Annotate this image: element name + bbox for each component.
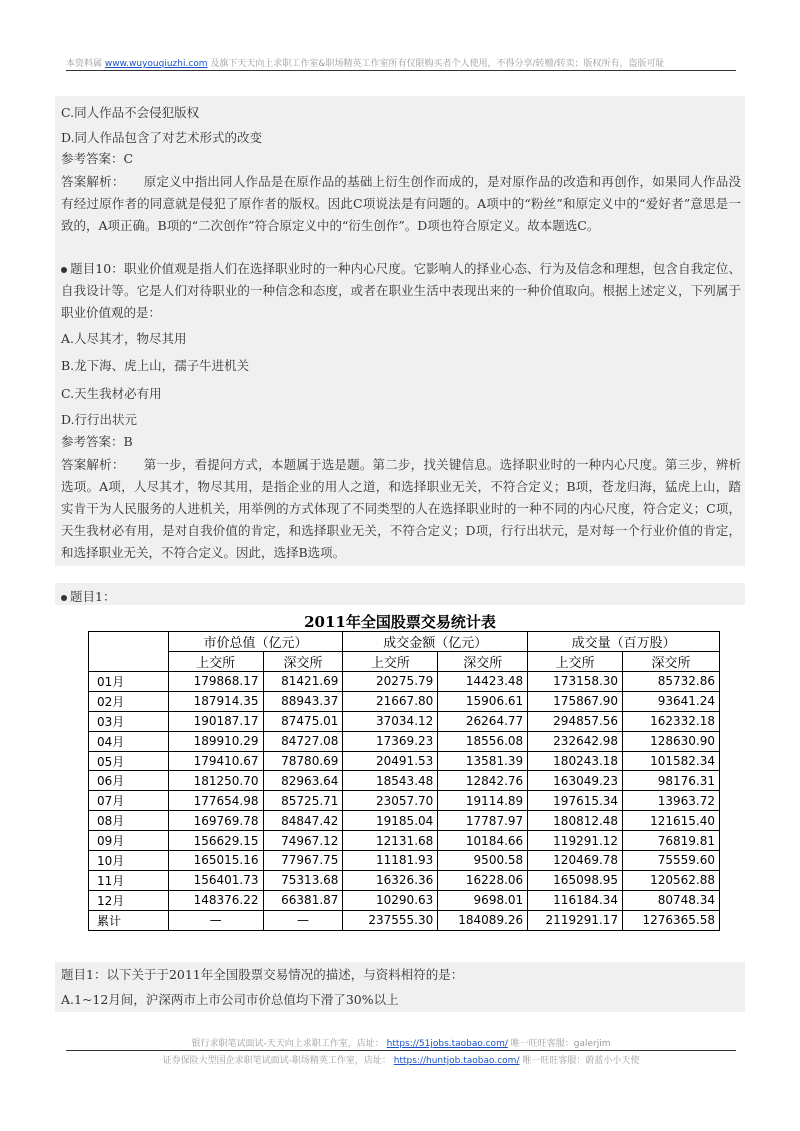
table-cell: 165098.95 (528, 870, 623, 890)
table-cell: 121615.40 (623, 811, 720, 831)
table-cell: 98176.31 (623, 771, 720, 791)
footer2-prefix: 证券保险大型国企求职笔试面试-职场精英工作室，店址： (162, 1056, 391, 1066)
q9-explanation: 答案解析： 原定义中指出同人作品是在原作品的基础上衍生创作而成的，是对原作品的改造和再创作，如果同人作品没有经过原作者的同意就是侵犯了原作者的版权。因此C项说法是有问题的。A项中的“粉丝”和原定义中的“爱好者”意思是一致的，A项正确。B项的“二次创作”符合原定义中的“衍生创作”。D项也符合原定义。故本题选C。 (61, 174, 741, 233)
row-label-cell: 05月 (89, 751, 169, 771)
table-cell: 18556.08 (438, 731, 528, 751)
table-cell: 84727.08 (263, 731, 343, 751)
table-cell: 190187.17 (168, 711, 263, 731)
table-cell: 21667.80 (343, 691, 438, 711)
table-cell: 9500.58 (438, 851, 528, 871)
header-link[interactable]: www.wuyouqiuzhi.com (104, 59, 208, 69)
table-cell: 9698.01 (438, 890, 528, 910)
table-cell: 162332.18 (623, 711, 720, 731)
table-cell: 84847.42 (263, 811, 343, 831)
row-label-cell: 12月 (89, 890, 169, 910)
table-cell: 116184.34 (528, 890, 623, 910)
table-cell: 10184.66 (438, 831, 528, 851)
bullet-icon (61, 267, 67, 273)
table-cell: 20275.79 (343, 672, 438, 692)
table-sub-header-row (89, 652, 720, 672)
table-cell: 75313.68 (263, 870, 343, 890)
q10-option-c: C.天生我材必有用 (61, 386, 162, 401)
table-cell: 20491.53 (343, 751, 438, 771)
table-cell: 80748.34 (623, 890, 720, 910)
table-total-row (89, 910, 720, 930)
table-cell: 148376.22 (168, 890, 263, 910)
sub-header: 上交所 (168, 652, 263, 672)
question-1-block (55, 962, 745, 1012)
table-cell: 101582.34 (623, 751, 720, 771)
q1-option-a: A.1~12月间，沪深两市上市公司市价总值均下滑了30%以上 (61, 992, 399, 1007)
table-cell: 17787.97 (438, 811, 528, 831)
table-row (89, 751, 720, 771)
table-cell: 156629.15 (168, 831, 263, 851)
table-cell: 13963.72 (623, 791, 720, 811)
row-label-cell: 10月 (89, 851, 169, 871)
table-cell: 81421.69 (263, 672, 343, 692)
row-label-cell: 01月 (89, 672, 169, 692)
table-cell: 197615.34 (528, 791, 623, 811)
table-cell: 180812.48 (528, 811, 623, 831)
footer1-link[interactable]: https://51jobs.taobao.com/ (386, 1039, 508, 1049)
table-cell: 93641.24 (623, 691, 720, 711)
corner-cell (89, 632, 169, 672)
stock-table (88, 631, 720, 931)
table-row (89, 691, 720, 711)
table-cell: 1276365.58 (623, 910, 720, 930)
row-label-cell: 11月 (89, 870, 169, 890)
table-row (89, 890, 720, 910)
footer-line-1 (66, 1036, 736, 1049)
table-row (89, 851, 720, 871)
sub-header: 深交所 (623, 652, 720, 672)
table-row (89, 771, 720, 791)
table-cell: 19114.89 (438, 791, 528, 811)
row-label-cell: 06月 (89, 771, 169, 791)
sub-header: 深交所 (263, 652, 343, 672)
table-cell: 173158.30 (528, 672, 623, 692)
table-cell: 294857.56 (528, 711, 623, 731)
table-row (89, 731, 720, 751)
table-cell: 75559.60 (623, 851, 720, 871)
section-label-text: 题目1： (70, 589, 116, 604)
table-cell: 179868.17 (168, 672, 263, 692)
sub-header: 深交所 (438, 652, 528, 672)
table-cell: — (263, 910, 343, 930)
table-cell: 12842.76 (438, 771, 528, 791)
group-header: 成交金额（亿元） (343, 632, 528, 652)
table-cell: 163049.23 (528, 771, 623, 791)
q10-stem-text: 题目10：职业价值观是指人们在选择职业时的一种内心尺度。它影响人的择业心态、行为及信念和理想，包含自我定位、自我设计等。它是人们对待职业的一种信念和态度，或者在职业生活中表现出来的一种价值取向。根据上述定义，下列属于职业价值观的是： (61, 261, 741, 320)
q10-answer: 参考答案：B (61, 434, 133, 449)
table-cell: 120469.78 (528, 851, 623, 871)
footer2-link[interactable]: https://huntjob.taobao.com/ (393, 1056, 520, 1066)
footer-divider (66, 1050, 736, 1051)
table-cell: 19185.04 (343, 811, 438, 831)
table-cell: 2119291.17 (528, 910, 623, 930)
footer1-suffix: 唯一旺旺客服：galerjim (510, 1039, 611, 1049)
table-row (89, 870, 720, 890)
table-cell: 13581.39 (438, 751, 528, 771)
table-cell: 37034.12 (343, 711, 438, 731)
q10-stem (61, 258, 741, 324)
row-label-cell: 07月 (89, 791, 169, 811)
table-cell: 77967.75 (263, 851, 343, 871)
table-row (89, 791, 720, 811)
row-label-cell: 09月 (89, 831, 169, 851)
table-cell: 87475.01 (263, 711, 343, 731)
table-row (89, 831, 720, 851)
stock-table-figure (55, 605, 745, 960)
table-cell: 179410.67 (168, 751, 263, 771)
table-cell: 169769.78 (168, 811, 263, 831)
q10-option-d: D.行行出状元 (61, 412, 138, 427)
row-label-cell: 累计 (89, 910, 169, 930)
q9-option-c: C.同人作品不会侵犯版权 (61, 105, 200, 120)
table-cell: 11181.93 (343, 851, 438, 871)
table-cell: 82963.64 (263, 771, 343, 791)
table-cell: 16326.36 (343, 870, 438, 890)
sub-header: 上交所 (528, 652, 623, 672)
table-cell: 17369.23 (343, 731, 438, 751)
table-cell: — (168, 910, 263, 930)
table-cell: 88943.37 (263, 691, 343, 711)
table-cell: 237555.30 (343, 910, 438, 930)
question-block (55, 96, 745, 566)
footer1-prefix: 银行求职笔试面试-天天向上求职工作室，店址： (191, 1039, 384, 1049)
table-cell: 181250.70 (168, 771, 263, 791)
row-label-cell: 08月 (89, 811, 169, 831)
group-header: 成交量（百万股） (528, 632, 720, 652)
table-cell: 14423.48 (438, 672, 528, 692)
table-cell: 180243.18 (528, 751, 623, 771)
table-cell: 156401.73 (168, 870, 263, 890)
header-divider (66, 70, 736, 71)
sub-header: 上交所 (343, 652, 438, 672)
table-cell: 26264.77 (438, 711, 528, 731)
table-cell: 177654.98 (168, 791, 263, 811)
group-header: 市价总值（亿元） (168, 632, 343, 652)
table-cell: 74967.12 (263, 831, 343, 851)
table-cell: 15906.61 (438, 691, 528, 711)
q9-answer: 参考答案：C (61, 151, 134, 166)
row-label-cell: 02月 (89, 691, 169, 711)
table-cell: 187914.35 (168, 691, 263, 711)
table-cell: 184089.26 (438, 910, 528, 930)
q9-option-d: D.同人作品包含了对艺术形式的改变 (61, 130, 263, 145)
table-row (89, 711, 720, 731)
row-label-cell: 03月 (89, 711, 169, 731)
header-suffix: 及旗下天天向上求职工作室&职场精英工作室所有仅限购买者个人使用，不得分享/转赠/转卖；版权所有，盗版可耻 (210, 59, 665, 69)
q10-option-b: B.龙下海、虎上山，孺子牛进机关 (61, 358, 250, 373)
table-cell: 165015.16 (168, 851, 263, 871)
header-prefix: 本资料属 (66, 59, 103, 69)
table-cell: 189910.29 (168, 731, 263, 751)
table-cell: 12131.68 (343, 831, 438, 851)
q10-explanation: 答案解析： 第一步，看提问方式，本题属于选是题。第二步，找关键信息。选择职业时的一种内心尺度。第三步，辨析选项。A项，人尽其才，物尽其用，是指企业的用人之道，和选择职业无关，不符合定义；B项，苍龙归海，猛虎上山，踏实肯干为人民服务的人进机关，用举例的方式体现了不同类型的人在选择职业时的一种不同的内心尺度，符合定义；C项，天生我材必有用，是对自我价值的肯定，和选择职业无关，不符合定义；D项，行行出状元，是对每一个行业价值的肯定，和选择职业无关，不符合定义。因此，选择B选项。 (61, 457, 741, 560)
table-row (89, 672, 720, 692)
table-cell: 175867.90 (528, 691, 623, 711)
table-cell: 18543.48 (343, 771, 438, 791)
table-cell: 128630.90 (623, 731, 720, 751)
table-cell: 66381.87 (263, 890, 343, 910)
row-label-cell: 04月 (89, 731, 169, 751)
table-cell: 85725.71 (263, 791, 343, 811)
table-cell: 23057.70 (343, 791, 438, 811)
table-cell: 16228.06 (438, 870, 528, 890)
table-cell: 120562.88 (623, 870, 720, 890)
table-cell: 85732.86 (623, 672, 720, 692)
footer-line-2 (66, 1053, 736, 1066)
table-body (89, 672, 720, 931)
q10-option-a: A.人尽其才，物尽其用 (61, 331, 187, 346)
table-cell: 76819.81 (623, 831, 720, 851)
table-cell: 78780.69 (263, 751, 343, 771)
table-group-header-row (89, 632, 720, 652)
table-row (89, 811, 720, 831)
footer2-suffix: 唯一旺旺客服：蔚蓝小小天使 (522, 1056, 640, 1066)
bullet-icon (61, 595, 67, 601)
page-header (66, 56, 736, 69)
table-cell: 119291.12 (528, 831, 623, 851)
q1-stem: 题目1：以下关于于2011年全国股票交易情况的描述，与资料相符的是： (61, 967, 464, 982)
table-cell: 10290.63 (343, 890, 438, 910)
table-title: 2011年全国股票交易统计表 (304, 613, 496, 631)
table-cell: 232642.98 (528, 731, 623, 751)
